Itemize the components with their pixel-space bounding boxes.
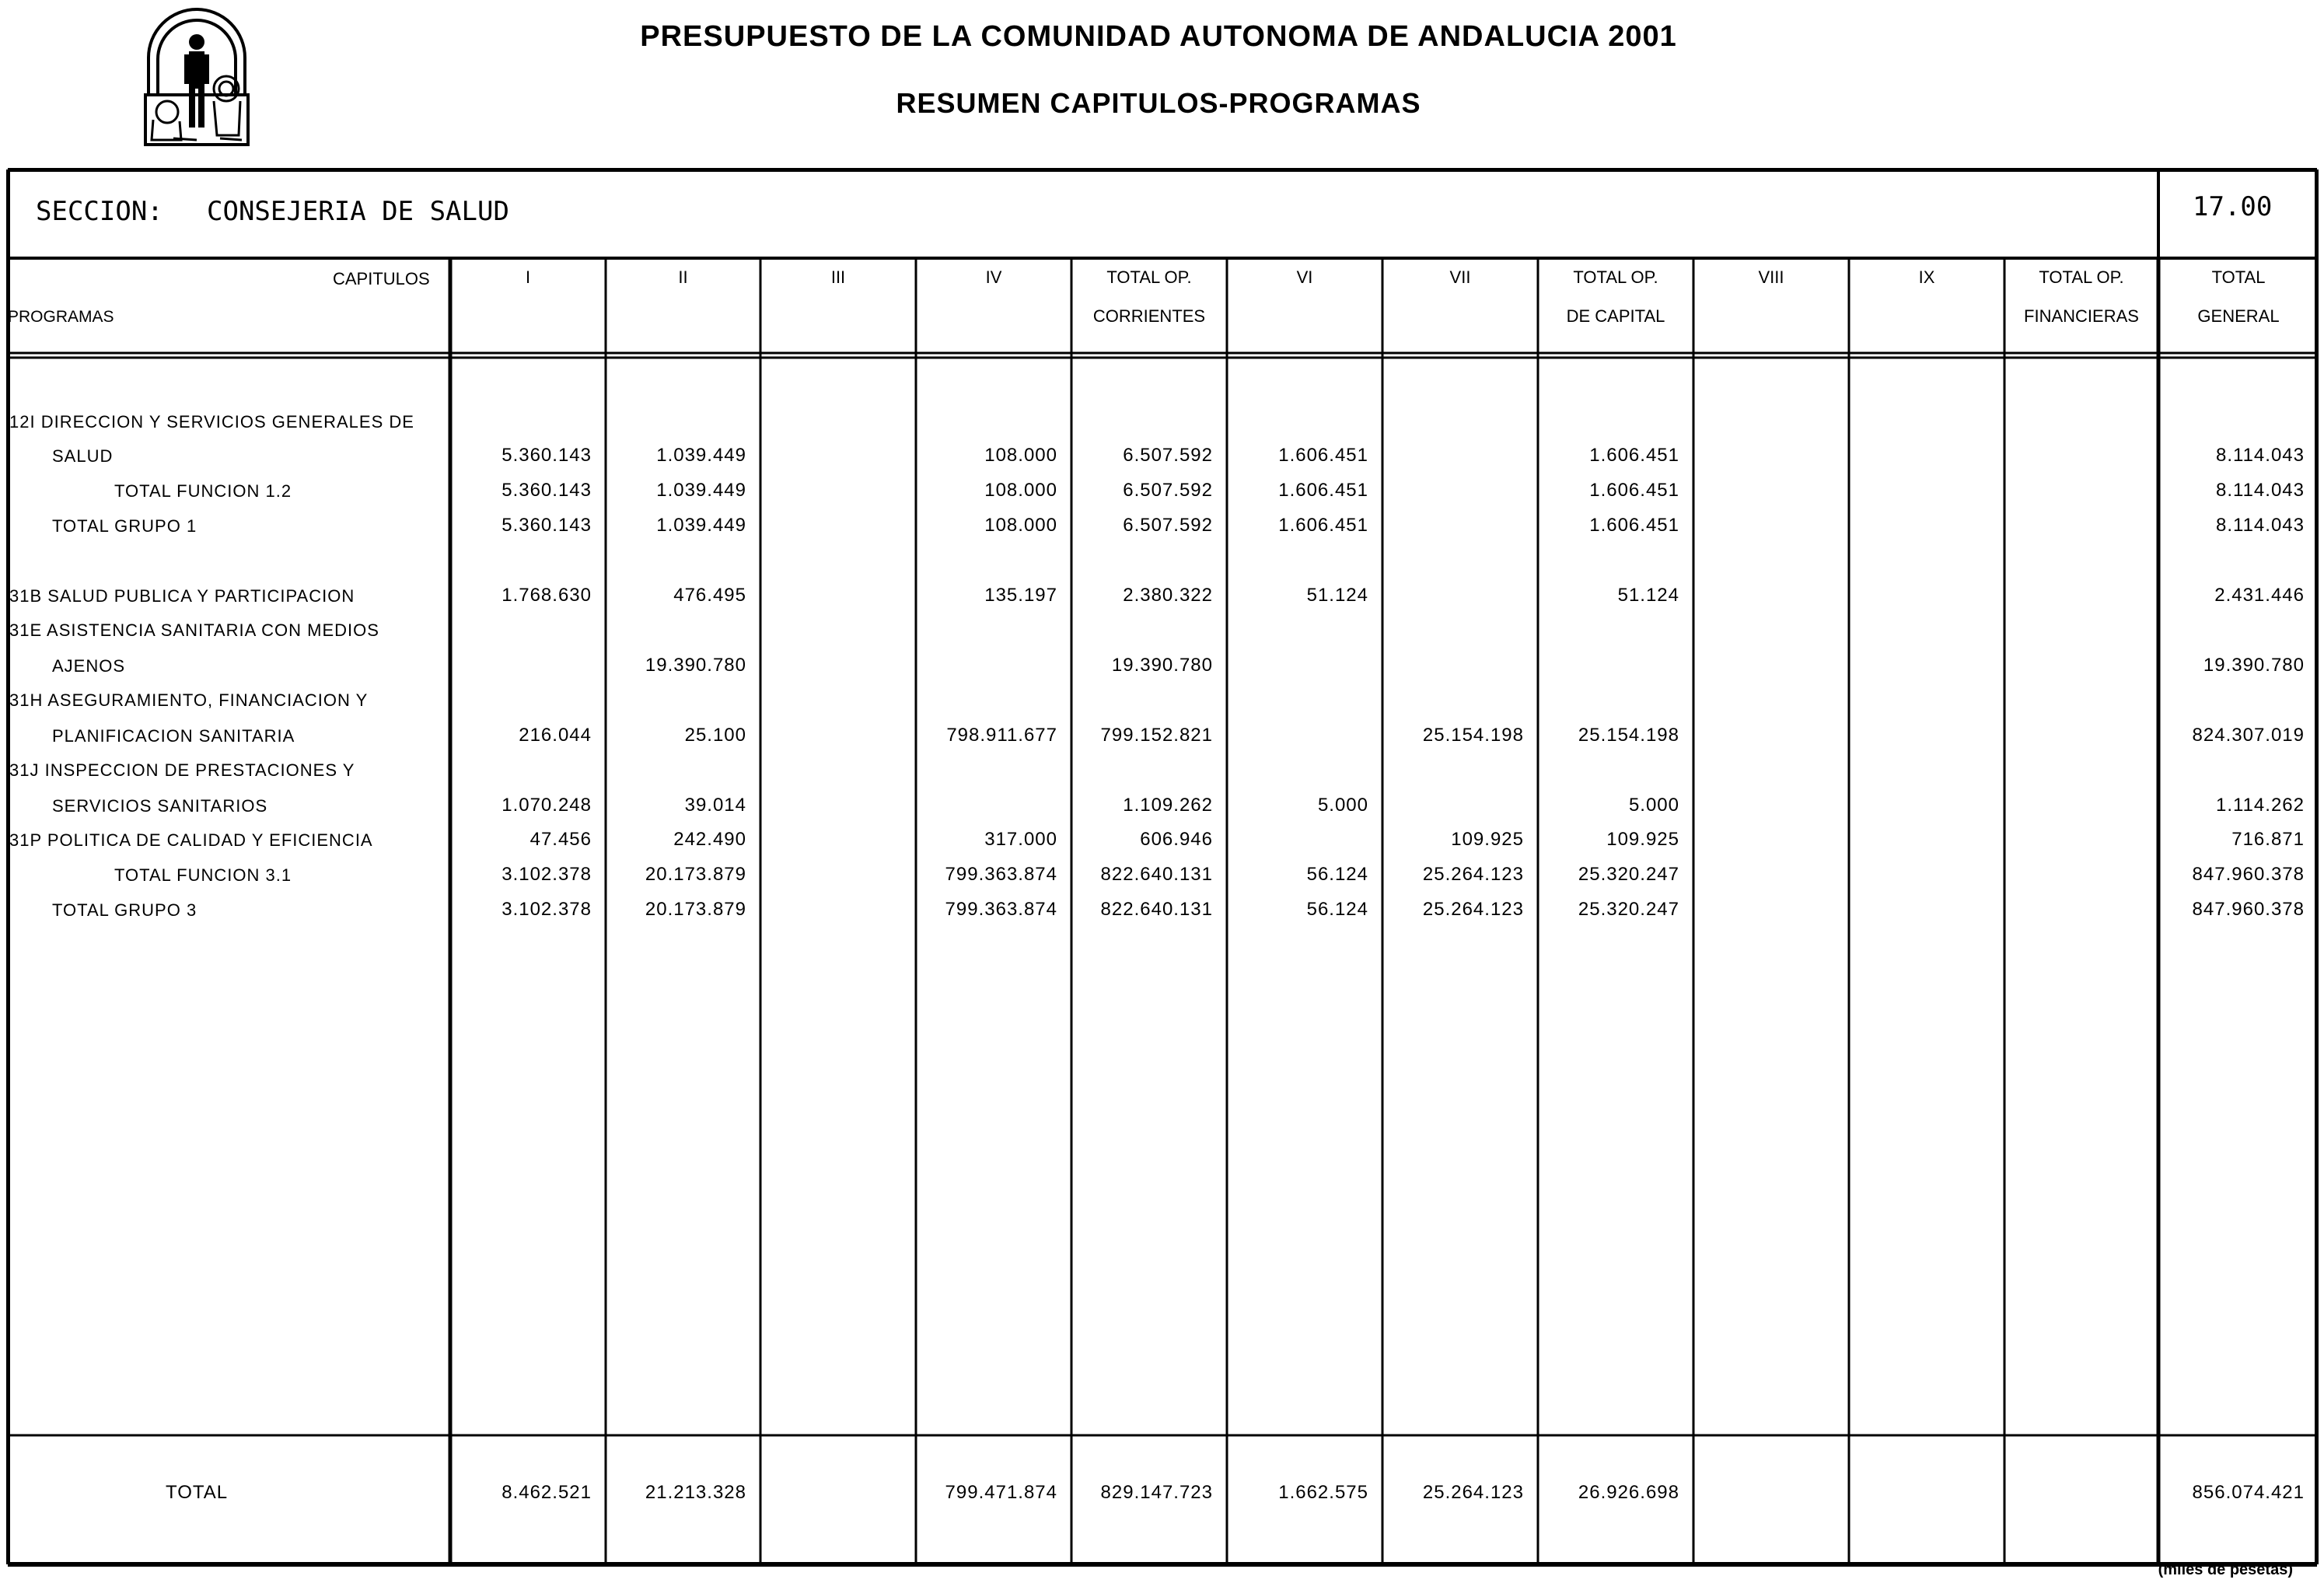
table-cell: 5.360.143 (501, 515, 592, 536)
column-header: II (678, 267, 688, 287)
table-cell: 1.070.248 (501, 795, 592, 816)
column-header: III (830, 267, 846, 287)
table-cell: 317.000 (984, 829, 1057, 850)
capitulos-label: CAPITULOS (333, 269, 430, 288)
row-label: 31J INSPECCION DE PRESTACIONES Y (9, 760, 355, 780)
table-cell: 3.102.378 (501, 899, 592, 920)
table-cell: 3.102.378 (501, 864, 592, 885)
table-cell: 6.507.592 (1123, 515, 1213, 536)
table-cell: 799.363.874 (945, 899, 1057, 920)
table-cell: 1.109.262 (1123, 795, 1213, 816)
row-label: TOTAL GRUPO 3 (52, 900, 197, 920)
table-cell: 8.114.043 (2216, 445, 2305, 466)
column-header: VI (1296, 267, 1313, 287)
table-cell: 1.606.451 (1278, 445, 1368, 466)
row-label: TOTAL FUNCION 3.1 (114, 865, 292, 885)
table-cell: 1.606.451 (1278, 515, 1368, 536)
table-cell: 8.114.043 (2216, 515, 2305, 536)
total-cell: 799.471.874 (945, 1482, 1057, 1503)
table-cell: 1.606.451 (1278, 480, 1368, 501)
table-cell: 5.000 (1317, 795, 1368, 816)
column-header: FINANCIERAS (2024, 306, 2139, 326)
row-label: 31B SALUD PUBLICA Y PARTICIPACION (9, 586, 355, 606)
table-cell: 1.114.262 (2216, 795, 2305, 816)
row-label: SERVICIOS SANITARIOS (52, 796, 268, 816)
column-header: TOTAL (2211, 267, 2266, 287)
table-cell: 25.320.247 (1578, 864, 1679, 885)
table-cell: 2.431.446 (2214, 585, 2305, 606)
row-label: TOTAL GRUPO 1 (52, 516, 197, 536)
table-cell: 847.960.378 (2192, 864, 2305, 885)
table-cell: 20.173.879 (645, 864, 746, 885)
budget-table (6, 168, 2319, 1567)
table-cell: 56.124 (1306, 864, 1368, 885)
column-header: CORRIENTES (1092, 306, 1206, 326)
row-label: 31H ASEGURAMIENTO, FINANCIACION Y (9, 690, 369, 710)
table-cell: 824.307.019 (2192, 725, 2305, 746)
table-cell: 51.124 (1306, 585, 1368, 606)
table-cell: 6.507.592 (1123, 445, 1213, 466)
column-header: VII (1449, 267, 1471, 287)
table-cell: 19.390.780 (1111, 655, 1213, 676)
table-cell: 216.044 (519, 725, 592, 746)
column-header: DE CAPITAL (1566, 306, 1665, 326)
row-label: SALUD (52, 446, 114, 466)
table-cell: 799.152.821 (1100, 725, 1213, 746)
table-cell: 799.363.874 (945, 864, 1057, 885)
table-cell: 716.871 (2231, 829, 2305, 850)
table-cell: 25.154.198 (1422, 725, 1524, 746)
table-cell: 2.380.322 (1123, 585, 1213, 606)
table-cell: 108.000 (984, 445, 1057, 466)
document-subtitle: RESUMEN CAPITULOS-PROGRAMAS (896, 87, 1421, 119)
section-label: SECCION: (36, 196, 163, 227)
section-code: 17.00 (2193, 191, 2273, 222)
table-cell: 5.360.143 (501, 445, 592, 466)
table-cell: 822.640.131 (1100, 899, 1213, 920)
table-cell: 25.100 (684, 725, 746, 746)
total-label: TOTAL (166, 1482, 229, 1503)
table-cell: 1.606.451 (1589, 515, 1679, 536)
table-cell: 56.124 (1306, 899, 1368, 920)
row-label: TOTAL FUNCION 1.2 (114, 481, 292, 501)
column-header: GENERAL (2197, 306, 2280, 326)
table-cell: 20.173.879 (645, 899, 746, 920)
table-cell: 25.264.123 (1422, 864, 1524, 885)
row-label: 12I DIRECCION Y SERVICIOS GENERALES DE (9, 412, 414, 432)
column-header: IX (1918, 267, 1935, 287)
table-cell: 1.039.449 (656, 480, 746, 501)
total-cell: 26.926.698 (1578, 1482, 1679, 1503)
table-cell: 822.640.131 (1100, 864, 1213, 885)
document-title: PRESUPUESTO DE LA COMUNIDAD AUTONOMA DE ANDALUCIA 2001 (640, 20, 1677, 53)
section-name: CONSEJERIA DE SALUD (207, 196, 509, 227)
table-cell: 847.960.378 (2192, 899, 2305, 920)
table-cell: 476.495 (673, 585, 746, 606)
table-cell: 109.925 (1606, 829, 1679, 850)
column-header: TOTAL OP. (1573, 267, 1658, 287)
column-header: TOTAL OP. (1106, 267, 1192, 287)
column-header: I (525, 267, 531, 287)
table-cell: 47.456 (529, 829, 592, 850)
row-label: 31E ASISTENCIA SANITARIA CON MEDIOS (9, 620, 379, 640)
table-cell: 108.000 (984, 480, 1057, 501)
row-label: PLANIFICACION SANITARIA (52, 726, 295, 746)
total-cell: 25.264.123 (1422, 1482, 1524, 1503)
table-cell: 19.390.780 (645, 655, 746, 676)
table-cell: 5.360.143 (501, 480, 592, 501)
programas-label: PROGRAMAS (8, 308, 114, 326)
table-cell: 19.390.780 (2203, 655, 2305, 676)
table-cell: 135.197 (984, 585, 1057, 606)
total-cell: 1.662.575 (1278, 1482, 1368, 1503)
table-cell: 6.507.592 (1123, 480, 1213, 501)
table-cell: 1.768.630 (501, 585, 592, 606)
table-cell: 798.911.677 (946, 725, 1057, 746)
column-header: IV (985, 267, 1002, 287)
total-cell: 856.074.421 (2192, 1482, 2305, 1503)
table-cell: 39.014 (684, 795, 746, 816)
table-cell: 25.264.123 (1422, 899, 1524, 920)
column-header: TOTAL OP. (2039, 267, 2124, 287)
table-cell: 1.039.449 (656, 515, 746, 536)
table-cell: 606.946 (1140, 829, 1213, 850)
total-cell: 8.462.521 (501, 1482, 592, 1503)
table-cell: 108.000 (984, 515, 1057, 536)
table-cell: 51.124 (1617, 585, 1679, 606)
row-label: 31P POLITICA DE CALIDAD Y EFICIENCIA (9, 830, 373, 850)
table-cell: 242.490 (673, 829, 746, 850)
table-cell: 1.606.451 (1589, 445, 1679, 466)
row-label: AJENOS (52, 656, 126, 676)
table-cell: 25.154.198 (1578, 725, 1679, 746)
total-cell: 21.213.328 (645, 1482, 746, 1503)
table-cell: 1.606.451 (1589, 480, 1679, 501)
table-cell: 8.114.043 (2216, 480, 2305, 501)
table-cell: 1.039.449 (656, 445, 746, 466)
table-cell: 109.925 (1451, 829, 1524, 850)
table-cell: 25.320.247 (1578, 899, 1679, 920)
units-note: (miles de pesetas) (2158, 1561, 2293, 1578)
column-header: VIII (1758, 267, 1784, 287)
total-cell: 829.147.723 (1100, 1482, 1213, 1503)
table-cell: 5.000 (1628, 795, 1679, 816)
